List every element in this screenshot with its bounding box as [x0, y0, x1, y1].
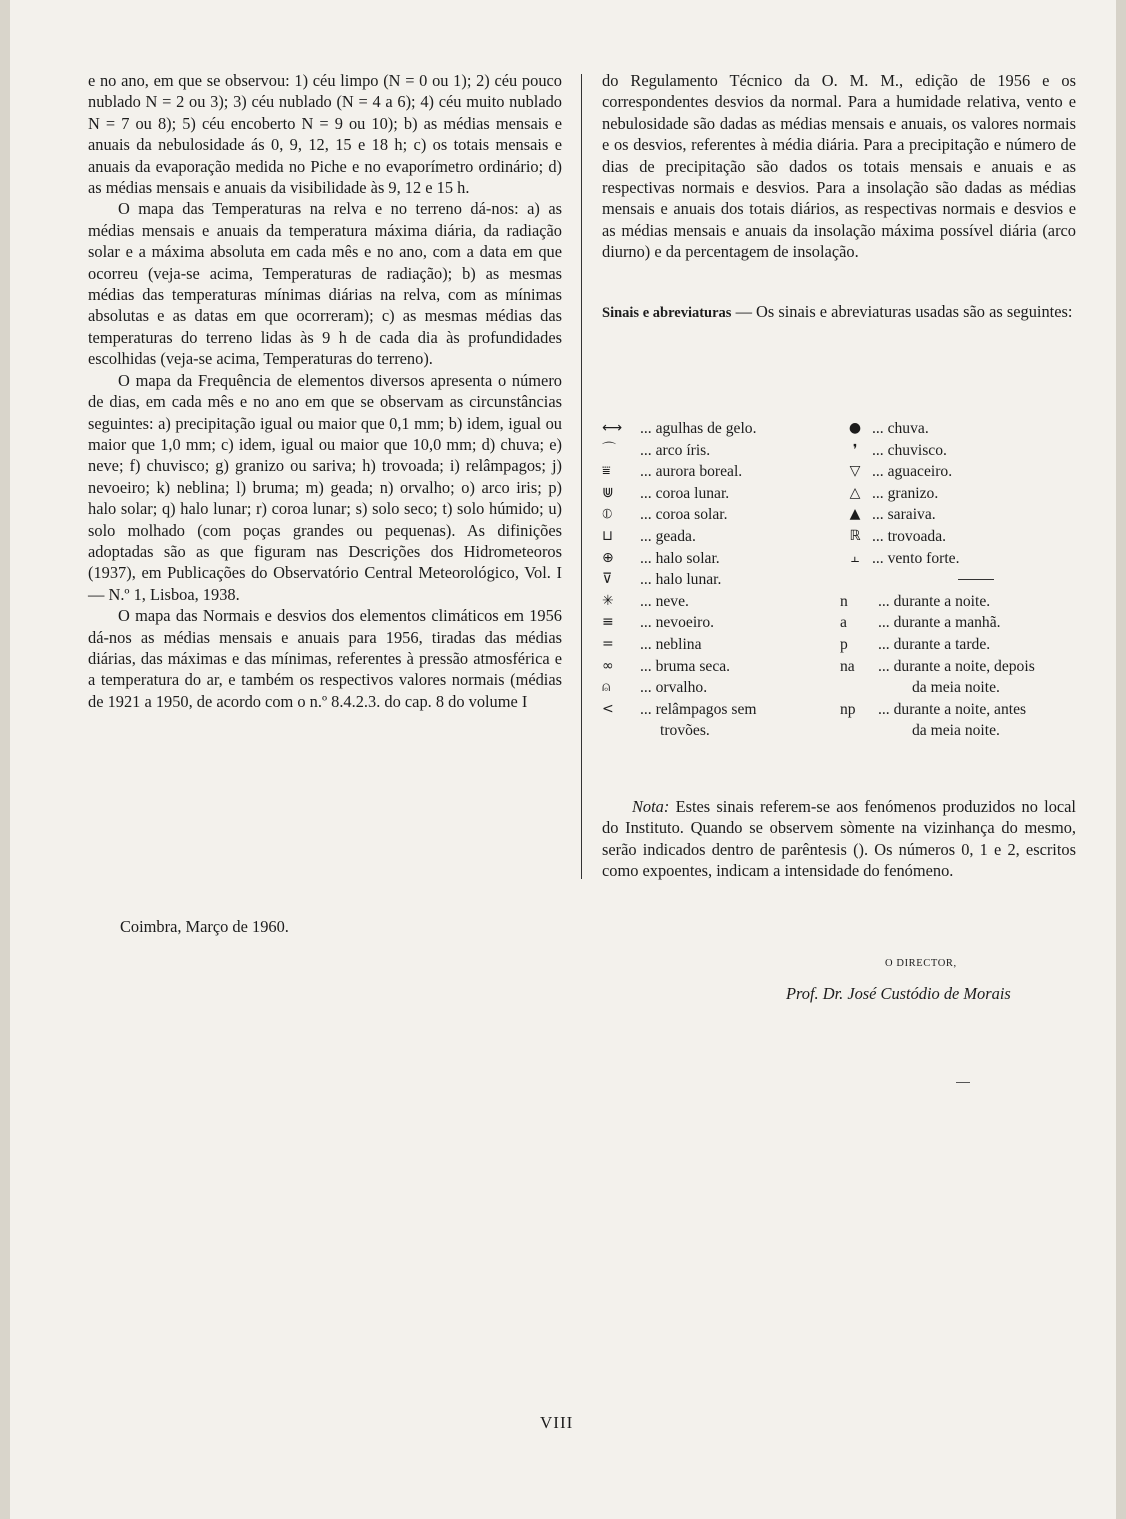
shower-icon: ▽ — [849, 463, 861, 480]
abbreviation: n — [840, 592, 848, 610]
nota-paragraph — [602, 796, 1076, 882]
legend-row — [602, 548, 842, 570]
nota-label: Nota: — [632, 797, 670, 816]
paragraph-cloudiness: e no ano, em que se observou: 1) céu limpo (N = 0 ou 1); 2) céu pouco nublado N = 2 ou 3); 3) céu nublado (N = 4 a 6); 4) céu muito nublado N = 7 ou 8); 5) céu encoberto N = 9 ou 10); b) as médias mensais e anuais da nebulosidade ás 0, 9, 12, 15 e 18 h; c) os totais mensais e anuais da evaporação medida no Piche e no evaporímetro ordinário; d) as médias mensais e anuais da visibilidade às 9, 12 e 15 h. — [88, 71, 562, 198]
legend-row — [838, 504, 1078, 526]
legend-row — [838, 526, 1078, 548]
column-divider — [581, 74, 582, 879]
legend-row — [602, 569, 842, 591]
rain-icon: ● — [848, 420, 862, 436]
legend-row — [838, 699, 1078, 721]
legend-left-column — [602, 418, 842, 742]
legend-row-continued: da meia noite. — [912, 722, 1000, 740]
lightning-icon: < — [602, 700, 614, 717]
legend-row — [602, 526, 842, 548]
legend-row — [602, 591, 842, 613]
director-name: Prof. Dr. José Custódio de Morais — [786, 984, 1011, 1003]
legend-row — [602, 418, 842, 440]
abbreviation: a — [840, 614, 847, 632]
legend-label: ... coroa solar. — [640, 506, 728, 524]
legend-row — [602, 634, 842, 656]
legend-label: ... halo lunar. — [640, 571, 722, 589]
thunderstorm-icon: ℝ — [849, 527, 861, 544]
legend-label: ... relâmpagos sem — [640, 700, 757, 718]
signs-heading: Sinais e abreviaturas — [602, 304, 732, 321]
legend-row — [602, 461, 842, 483]
legend-label: ... aurora boreal. — [640, 463, 743, 481]
abbreviation: na — [840, 657, 855, 675]
lunar-corona-icon: ⋓ — [602, 484, 614, 501]
legend-separator — [958, 579, 994, 580]
legend-label: ... arco íris. — [640, 441, 711, 459]
legend-label: ... durante a noite, depois — [878, 657, 1035, 675]
legend-label: ... trovoada. — [872, 527, 947, 545]
left-column — [88, 70, 562, 712]
hail-icon: △ — [849, 484, 861, 501]
legend-label: ... halo solar. — [640, 549, 720, 567]
legend-row — [602, 504, 842, 526]
legend-row — [602, 677, 842, 699]
legend-label: ... saraiva. — [872, 506, 936, 524]
haze-icon: ∞ — [602, 657, 614, 674]
signs-heading-paragraph — [602, 301, 1076, 324]
legend-label: ... aguaceiro. — [872, 463, 953, 481]
legend-row — [602, 612, 842, 634]
legend-row — [838, 656, 1078, 678]
signs-intro: — Os sinais e abreviaturas usadas são as seguintes: — [735, 301, 1073, 321]
snow-icon: ✳ — [602, 592, 614, 609]
legend-row — [838, 440, 1078, 462]
legend-label: ... durante a manhã. — [878, 614, 1001, 632]
place-date: Coimbra, Março de 1960. — [120, 917, 289, 936]
legend-row — [838, 634, 1078, 656]
legend-label: ... orvalho. — [640, 679, 708, 697]
legend-row — [838, 461, 1078, 483]
drizzle-icon: ❜ — [852, 441, 858, 458]
dew-icon: ⍝ — [602, 679, 611, 696]
legend-label: ... vento forte. — [872, 549, 960, 567]
mist-icon: = — [602, 635, 614, 652]
legend-label: ... durante a tarde. — [878, 635, 991, 653]
legend-row-continued: trovões. — [660, 722, 710, 740]
legend-label: ... neve. — [640, 592, 689, 610]
legend-label: ... durante a noite. — [878, 592, 991, 610]
frost-icon: ⊔ — [602, 527, 613, 544]
legend-row — [602, 483, 842, 505]
legend-row — [838, 418, 1078, 440]
legend-label: ... chuva. — [872, 420, 929, 437]
legend-row — [838, 591, 1078, 613]
page-number: VIII — [540, 1413, 574, 1432]
legend-label: ... coroa lunar. — [640, 484, 730, 502]
page-edge-left — [0, 0, 10, 1519]
rainbow-icon: ⌒ — [602, 441, 616, 458]
lunar-halo-icon: ⊽ — [602, 571, 613, 588]
legend-row — [838, 612, 1078, 634]
legend-label: ... agulhas de gelo. — [640, 420, 757, 437]
legend-label: ... durante a noite, antes — [878, 700, 1027, 718]
aurora-icon: ⩸ — [602, 463, 611, 480]
legend-label: ... nevoeiro. — [640, 614, 715, 632]
strong-wind-icon: ⫠ — [850, 549, 860, 566]
ice-needles-icon: ⟷ — [602, 420, 623, 436]
nota-text: Estes sinais referem-se aos fenómenos produzidos no local do Instituto. Quando se observem sòmente na vizinhança do mesmo, serão indicados dentro de parêntesis (). Os números 0, 1 e 2, escritos como expoentes, indicam a intensidade do fenómeno. — [602, 797, 1076, 881]
legend-row — [602, 656, 842, 678]
abbreviation: p — [840, 635, 848, 653]
legend-separator-row — [838, 569, 1078, 591]
fog-icon: ≡ — [602, 614, 614, 631]
legend-label: ... bruma seca. — [640, 657, 731, 675]
soft-hail-icon: ▲ — [849, 506, 861, 523]
legend-row — [602, 699, 842, 721]
abbreviation: np — [840, 700, 856, 718]
legend-row-continued: da meia noite. — [912, 679, 1000, 697]
paragraph-regulation: do Regulamento Técnico da O. M. M., edição de 1956 e os correspondentes desvios da normal. Para a humidade relativa, vento e nebulosidade são dadas as médias mensais e anuais, os valores normais e os desvios, referentes à média diária. Para a precipitação e número de dias de precipitação são dados os totais mensais e anuais e as respectivas normais e desvios. Para a insolação são dadas as médias mensais e anuais dos totais diários, as respectivas normais e desvios e as médias mensais e anuais da insolação máxima possível diária (arco diurno) e da percentagem de insolação. — [602, 71, 1076, 262]
legend-label: ... neblina — [640, 635, 702, 653]
legend-row — [602, 440, 842, 462]
paragraph-soil-temperatures: O mapa das Temperaturas na relva e no terreno dá-nos: a) as médias mensais e anuais da temperatura máxima diária, da radiação solar e a máxima absoluta em cada mês e no ano, com a data em que ocorreu (veja-se acima, Temperaturas de radiação); b) as mesmas médias das temperaturas mínimas diárias na relva, com as mínimas absolutas e as datas em que ocorreram); c) as mesmas médias das temperaturas do terreno lidas às 9 h de cada dia às profundidades escolhidas (veja-se acima, Temperaturas do terreno). — [88, 199, 562, 369]
legend-label: ... chuvisco. — [872, 441, 947, 459]
solar-corona-icon: ⦶ — [602, 506, 613, 523]
legend-right-column — [838, 418, 1078, 742]
legend-row — [838, 483, 1078, 505]
legend-label: ... granizo. — [872, 484, 939, 502]
right-column — [602, 70, 1076, 324]
legend-row — [838, 548, 1078, 570]
paragraph-normals: O mapa das Normais e desvios dos elementos climáticos em 1956 dá-nos as médias mensais e anuais para 1956, tiradas das médias diárias, das máximas e das mínimas, referentes à pressão atmosférica e a temperatura do ar, e também os respectivos valores normais (médias de 1921 a 1950, de acordo com o n.º 8.4.2.3. do cap. 8 do volume I — [88, 606, 562, 711]
solar-halo-icon: ⊕ — [602, 549, 614, 566]
legend-label: ... geada. — [640, 527, 696, 545]
paragraph-frequency: O mapa da Frequência de elementos diversos apresenta o número de dias, em cada mês e no ano em que se observam as circunstâncias seguintes: a) precipitação igual ou maior que 0,1 mm; b) idem, igual ou maior que 1,0 mm; c) idem, igual ou maior que 10,0 mm; d) chuva; e) neve; f) chuvisco; g) granizo ou sariva; h) trovoada; i) relâmpagos; j) nevoeiro; k) neblina; l) bruma; m) geada; n) orvalho; o) arco iris; p) halo solar; q) halo lunar; r) coroa lunar; s) solo seco; t) solo húmido; u) solo molhado (com poças grandes ou pequenas). As difinições adoptadas são as que figuram nas Descrições dos Hidrometeoros (1937), em Publicações do Observatório Central Meteorológico, Vol. I — N.º 1, Lisboa, 1938. — [88, 370, 562, 604]
director-title: O DIRECTOR, — [885, 958, 957, 969]
page-edge-right — [1116, 0, 1126, 1519]
stray-mark — [956, 1082, 970, 1083]
